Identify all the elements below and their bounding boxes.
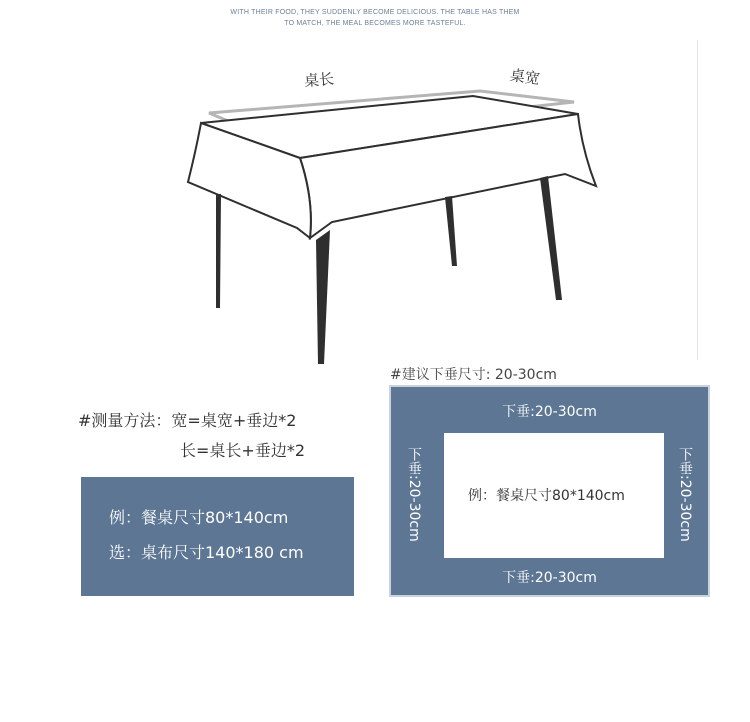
table-leg-front-left: [316, 230, 330, 364]
drop-inner-table: [444, 433, 664, 558]
drop-diagram: [389, 385, 710, 597]
table-width-label: 桌宽: [508, 65, 542, 88]
drop-title: #建议下垂尺寸: 20-30cm: [390, 367, 557, 383]
drop-center-label: 例：餐桌尺寸80*140cm: [468, 488, 625, 504]
drop-right-label: 下垂:20-30cm: [677, 447, 693, 542]
table-leg-front-right: [540, 176, 562, 300]
drop-left-label: 下垂:20-30cm: [406, 447, 422, 542]
example-box: [81, 477, 354, 596]
tagline-line-1: WITH THEIR FOOD, THEY SUDDENLY BECOME DELICIOUS. THE TABLE HAS THEM: [230, 9, 520, 16]
table-length-label: 桌长: [303, 69, 335, 91]
table-leg-back-left: [216, 194, 221, 308]
method-line-2: 长=桌长+垂边*2: [180, 441, 305, 460]
drop-bottom-label: 下垂:20-30cm: [502, 570, 597, 586]
table-leg-back-right: [445, 196, 457, 266]
example-line-2: 选：桌布尺寸140*180 cm: [109, 543, 304, 562]
example-line-1: 例：餐桌尺寸80*140cm: [109, 508, 289, 527]
method-line-1: #测量方法：宽=桌宽+垂边*2: [78, 411, 297, 430]
drop-top-label: 下垂:20-30cm: [502, 404, 597, 420]
tagline-line-2: TO MATCH, THE MEAL BECOMES MORE TASTEFUL.: [284, 20, 466, 27]
